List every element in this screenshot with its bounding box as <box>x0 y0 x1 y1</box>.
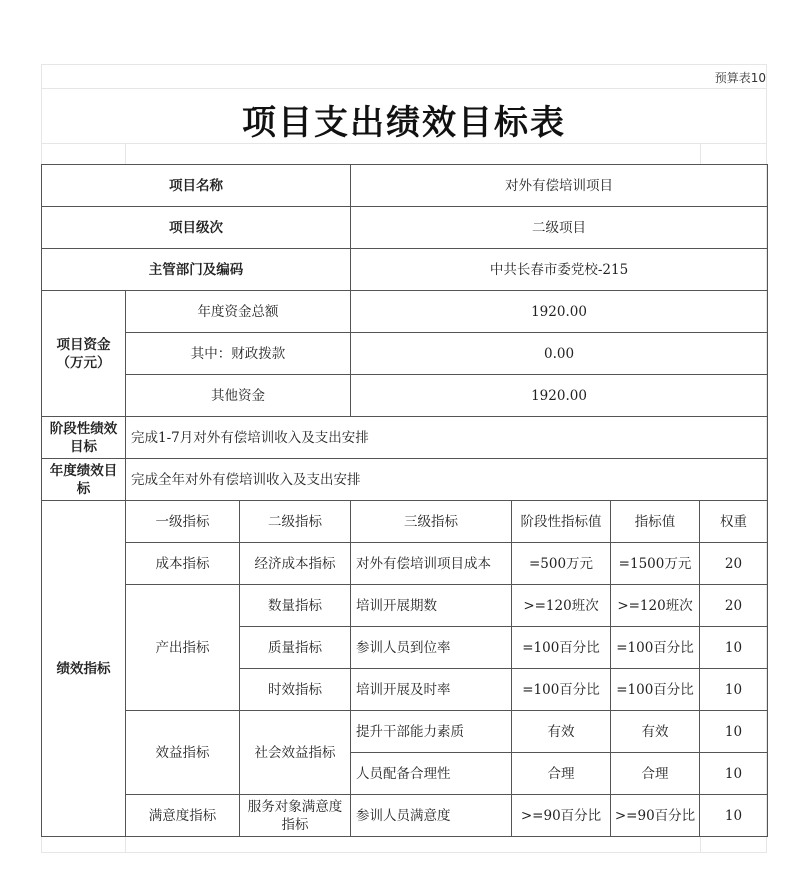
level3-cell: 培训开展及时率 <box>351 669 512 711</box>
value-cell: =100百分比 <box>611 669 700 711</box>
funds-item-label: 年度资金总额 <box>126 291 351 333</box>
gridline <box>125 836 126 853</box>
table-row <box>42 249 768 291</box>
project-level-label: 项目级次 <box>42 207 351 249</box>
level2-cell: 时效指标 <box>240 669 351 711</box>
stage-value-cell: >=120班次 <box>512 585 611 627</box>
funds-label: 项目资金（万元） <box>42 291 126 417</box>
level2-cell: 经济成本指标 <box>240 543 351 585</box>
indicators-label: 绩效指标 <box>42 501 126 837</box>
gridline <box>700 836 701 853</box>
sheet-label: 预算表10 <box>714 71 766 85</box>
gridline <box>41 852 767 853</box>
column-header: 权重 <box>700 501 768 543</box>
weight-cell: 20 <box>700 543 768 585</box>
project-name-label: 项目名称 <box>42 165 351 207</box>
annual-goal-value: 完成全年对外有偿培训收入及支出安排 <box>126 459 768 501</box>
page-title: 项目支出绩效目标表 <box>242 102 566 143</box>
level1-cell: 产出指标 <box>126 585 240 711</box>
level3-cell: 对外有偿培训项目成本 <box>351 543 512 585</box>
value-cell: =100百分比 <box>611 627 700 669</box>
level2-cell: 数量指标 <box>240 585 351 627</box>
column-header: 阶段性指标值 <box>512 501 611 543</box>
stage-value-cell: =100百分比 <box>512 627 611 669</box>
level2-cell: 质量指标 <box>240 627 351 669</box>
funds-item-label: 其他资金 <box>126 375 351 417</box>
value-cell: 有效 <box>611 711 700 753</box>
level1-cell: 成本指标 <box>126 543 240 585</box>
table-row <box>42 795 768 837</box>
level3-cell: 人员配备合理性 <box>351 753 512 795</box>
column-header: 一级指标 <box>126 501 240 543</box>
value-cell: 合理 <box>611 753 700 795</box>
gridline <box>41 64 767 65</box>
table-row <box>42 375 768 417</box>
level1-cell: 满意度指标 <box>126 795 240 837</box>
annual-goal-label: 年度绩效目标 <box>42 459 126 501</box>
stage-value-cell: =100百分比 <box>512 669 611 711</box>
performance-table <box>41 164 768 837</box>
level3-cell: 参训人员到位率 <box>351 627 512 669</box>
value-cell: >=120班次 <box>611 585 700 627</box>
weight-cell: 10 <box>700 711 768 753</box>
level3-cell: 参训人员满意度 <box>351 795 512 837</box>
table-row <box>42 165 768 207</box>
table-row <box>42 543 768 585</box>
weight-cell: 10 <box>700 669 768 711</box>
value-cell: >=90百分比 <box>611 795 700 837</box>
stage-value-cell: >=90百分比 <box>512 795 611 837</box>
table-row <box>42 501 768 543</box>
project-level-value: 二级项目 <box>351 207 768 249</box>
value-cell: =1500万元 <box>611 543 700 585</box>
table-row <box>42 333 768 375</box>
project-name-value: 对外有偿培训项目 <box>351 165 768 207</box>
stage-value-cell: 合理 <box>512 753 611 795</box>
funds-item-value: 0.00 <box>351 333 768 375</box>
stage-goal-label: 阶段性绩效目标 <box>42 417 126 459</box>
weight-cell: 10 <box>700 627 768 669</box>
column-header: 三级指标 <box>351 501 512 543</box>
weight-cell: 10 <box>700 753 768 795</box>
funds-item-label: 其中：财政拨款 <box>126 333 351 375</box>
column-header: 二级指标 <box>240 501 351 543</box>
level1-cell: 效益指标 <box>126 711 240 795</box>
table-row <box>42 207 768 249</box>
weight-cell: 10 <box>700 795 768 837</box>
department-label: 主管部门及编码 <box>42 249 351 291</box>
table-row <box>42 291 768 333</box>
level2-cell: 社会效益指标 <box>240 711 351 795</box>
stage-value-cell: =500万元 <box>512 543 611 585</box>
table-row <box>42 711 768 753</box>
table-row <box>42 459 768 501</box>
funds-item-value: 1920.00 <box>351 291 768 333</box>
level3-cell: 提升干部能力素质 <box>351 711 512 753</box>
funds-item-value: 1920.00 <box>351 375 768 417</box>
weight-cell: 20 <box>700 585 768 627</box>
level2-cell: 服务对象满意度指标 <box>240 795 351 837</box>
stage-goal-value: 完成1-7月对外有偿培训收入及支出安排 <box>126 417 768 459</box>
level3-cell: 培训开展期数 <box>351 585 512 627</box>
table-row <box>42 417 768 459</box>
column-header: 指标值 <box>611 501 700 543</box>
stage-value-cell: 有效 <box>512 711 611 753</box>
department-value: 中共长春市委党校-215 <box>351 249 768 291</box>
table-row <box>42 585 768 627</box>
